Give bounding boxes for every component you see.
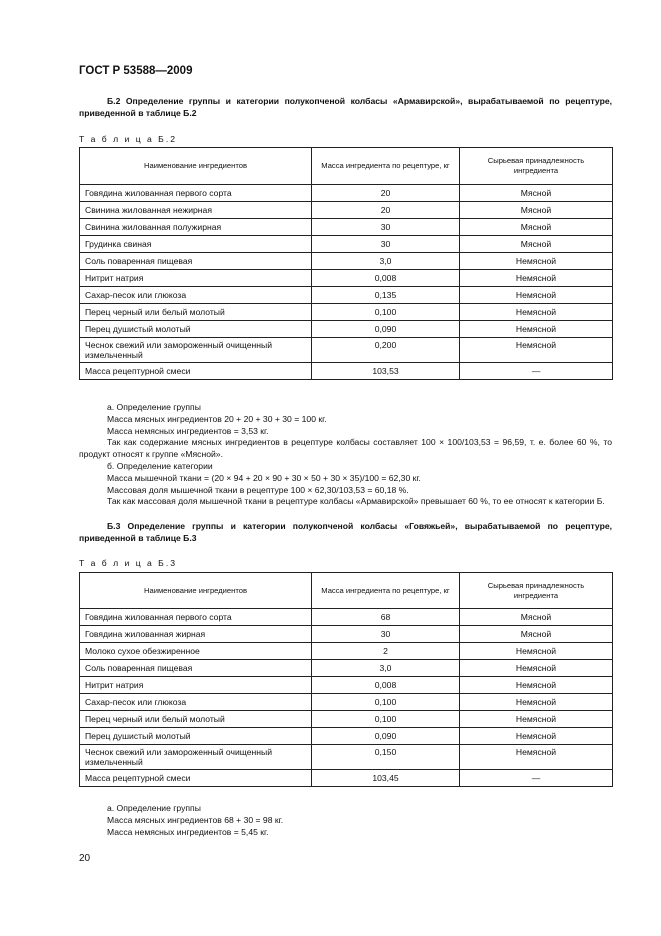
ingredient-type-cell: Немясной [460, 745, 613, 770]
ingredient-mass-cell: 20 [312, 202, 460, 219]
table-b3-header-type: Сырьевая принадлежность ингредиента [460, 573, 613, 609]
ingredient-mass-cell: 0,100 [312, 711, 460, 728]
ingredient-mass-cell: 30 [312, 626, 460, 643]
calc-b2-a-title: а. Определение группы [107, 402, 201, 412]
ingredient-type-cell: Немясной [460, 253, 613, 270]
calc-b3-a-title: а. Определение группы [107, 803, 201, 813]
ingredient-mass-cell: 103,45 [312, 770, 460, 787]
ingredient-type-cell: Немясной [460, 321, 613, 338]
table-b2-header-type: Сырьевая принадлежность ингредиента [460, 148, 613, 185]
ingredient-name-cell: Соль поваренная пищевая [80, 253, 312, 270]
ingredient-type-cell: Мясной [460, 219, 613, 236]
ingredient-name-cell: Грудинка свиная [80, 236, 312, 253]
ingredient-type-cell: Немясной [460, 677, 613, 694]
ingredient-mass-cell: 0,090 [312, 321, 460, 338]
table-row [80, 694, 613, 711]
table-b2-caption: Т а б л и ц а Б.2 [79, 134, 177, 144]
ingredient-name-cell: Свинина жилованная нежирная [80, 202, 312, 219]
table-row [80, 711, 613, 728]
section-b3-heading: Б.3 Определение группы и категории полукопченой колбасы «Говяжьей», вырабатываемой по рецептуре, приведенной в таблице Б.3 [79, 521, 612, 543]
table-b2 [79, 147, 613, 380]
ingredient-mass-cell: 0,100 [312, 694, 460, 711]
ingredient-type-cell: Немясной [460, 728, 613, 745]
ingredient-mass-cell: 0,200 [312, 338, 460, 363]
ingredient-mass-cell: 3,0 [312, 660, 460, 677]
ingredient-name-cell: Чеснок свежий или замороженный очищенный измельченный [80, 338, 312, 363]
ingredient-name-cell: Перец черный или белый молотый [80, 304, 312, 321]
ingredient-name-cell: Говядина жилованная первого сорта [80, 185, 312, 202]
table-row [80, 236, 613, 253]
ingredient-type-cell: Немясной [460, 660, 613, 677]
calc-b2-b-title: б. Определение категории [107, 461, 213, 471]
ingredient-type-cell: — [460, 363, 613, 380]
table-row [80, 626, 613, 643]
ingredient-mass-cell: 0,008 [312, 270, 460, 287]
calc-b2-a-nonmeat: Масса немясных ингредиентов = 3,53 кг. [107, 426, 269, 436]
ingredient-name-cell: Нитрит натрия [80, 270, 312, 287]
ingredient-type-cell: Немясной [460, 643, 613, 660]
calc-b2-a-conclusion: Так как содержание мясных ингредиентов в рецептуре колбасы составляет 100 × 100/103,53 = 96,59, т. е. более 60 %, то продукт относят к группе «Мясной». [79, 437, 612, 459]
table-row [80, 185, 613, 202]
document-header: ГОСТ Р 53588—2009 [79, 65, 193, 77]
table-row [80, 363, 613, 380]
ingredient-type-cell: Мясной [460, 236, 613, 253]
ingredient-type-cell: Немясной [460, 270, 613, 287]
ingredient-name-cell: Говядина жилованная жирная [80, 626, 312, 643]
ingredient-name-cell: Молоко сухое обезжиренное [80, 643, 312, 660]
table-row [80, 338, 613, 363]
ingredient-name-cell: Соль поваренная пищевая [80, 660, 312, 677]
ingredient-type-cell: — [460, 770, 613, 787]
ingredient-mass-cell: 3,0 [312, 253, 460, 270]
ingredient-mass-cell: 20 [312, 185, 460, 202]
ingredient-name-cell: Чеснок свежий или замороженный очищенный измельченный [80, 745, 312, 770]
table-b3-caption: Т а б л и ц а Б.3 [79, 558, 177, 568]
page-number: 20 [79, 853, 91, 864]
calc-b3-a-meat: Масса мясных ингредиентов 68 + 30 = 98 кг. [107, 815, 284, 825]
ingredient-mass-cell: 2 [312, 643, 460, 660]
ingredient-name-cell: Сахар-песок или глюкоза [80, 287, 312, 304]
ingredient-mass-cell: 30 [312, 219, 460, 236]
ingredient-type-cell: Немясной [460, 338, 613, 363]
ingredient-type-cell: Немясной [460, 304, 613, 321]
calc-b2-a-meat: Масса мясных ингредиентов 20 + 20 + 30 + 30 = 100 кг. [107, 414, 327, 424]
table-b3 [79, 572, 613, 787]
ingredient-mass-cell: 30 [312, 236, 460, 253]
ingredient-type-cell: Немясной [460, 711, 613, 728]
ingredient-mass-cell: 0,135 [312, 287, 460, 304]
table-row [80, 219, 613, 236]
ingredient-type-cell: Немясной [460, 694, 613, 711]
table-row [80, 270, 613, 287]
ingredient-mass-cell: 68 [312, 609, 460, 626]
ingredient-name-cell: Масса рецептурной смеси [80, 770, 312, 787]
calc-b2-b-muscle: Масса мышечной ткани = (20 × 94 + 20 × 90 + 30 × 50 + 30 × 35)/100 = 62,30 кг. [107, 473, 421, 483]
table-row [80, 304, 613, 321]
table-row [80, 253, 613, 270]
table-row [80, 321, 613, 338]
ingredient-type-cell: Немясной [460, 287, 613, 304]
calc-b2-b-share: Массовая доля мышечной ткани в рецептуре 100 × 62,30/103,53 = 60,18 %. [107, 485, 409, 495]
calc-b3-a-nonmeat: Масса немясных ингредиентов = 5,45 кг. [107, 827, 269, 837]
ingredient-name-cell: Перец душистый молотый [80, 321, 312, 338]
table-row [80, 677, 613, 694]
section-b2-heading: Б.2 Определение группы и категории полукопченой колбасы «Армавирской», вырабатываемой по рецептуре, приведенной в таблице Б.2 [79, 96, 612, 118]
ingredient-mass-cell: 0,090 [312, 728, 460, 745]
table-row [80, 728, 613, 745]
table-b2-header-mass: Масса ингредиента по рецептуре, кг [312, 148, 460, 185]
ingredient-mass-cell: 103,53 [312, 363, 460, 380]
ingredient-mass-cell: 0,100 [312, 304, 460, 321]
ingredient-type-cell: Мясной [460, 609, 613, 626]
table-b3-header-mass: Масса ингредиента по рецептуре, кг [312, 573, 460, 609]
table-row [80, 202, 613, 219]
calc-b2-b-conclusion: Так как массовая доля мышечной ткани в рецептуре колбасы «Армавирской» превышает 60 %, то ее относят к категории Б. [107, 496, 605, 506]
ingredient-mass-cell: 0,008 [312, 677, 460, 694]
ingredient-type-cell: Мясной [460, 202, 613, 219]
table-row [80, 643, 613, 660]
ingredient-type-cell: Мясной [460, 185, 613, 202]
ingredient-mass-cell: 0,150 [312, 745, 460, 770]
table-b2-header-name: Наименование ингредиентов [80, 148, 312, 185]
table-row [80, 745, 613, 770]
table-row [80, 287, 613, 304]
ingredient-name-cell: Нитрит натрия [80, 677, 312, 694]
ingredient-type-cell: Мясной [460, 626, 613, 643]
ingredient-name-cell: Говядина жилованная первого сорта [80, 609, 312, 626]
ingredient-name-cell: Сахар-песок или глюкоза [80, 694, 312, 711]
table-b3-header-name: Наименование ингредиентов [80, 573, 312, 609]
ingredient-name-cell: Перец душистый молотый [80, 728, 312, 745]
table-row [80, 770, 613, 787]
ingredient-name-cell: Свинина жилованная полужирная [80, 219, 312, 236]
ingredient-name-cell: Перец черный или белый молотый [80, 711, 312, 728]
table-row [80, 609, 613, 626]
table-row [80, 660, 613, 677]
ingredient-name-cell: Масса рецептурной смеси [80, 363, 312, 380]
